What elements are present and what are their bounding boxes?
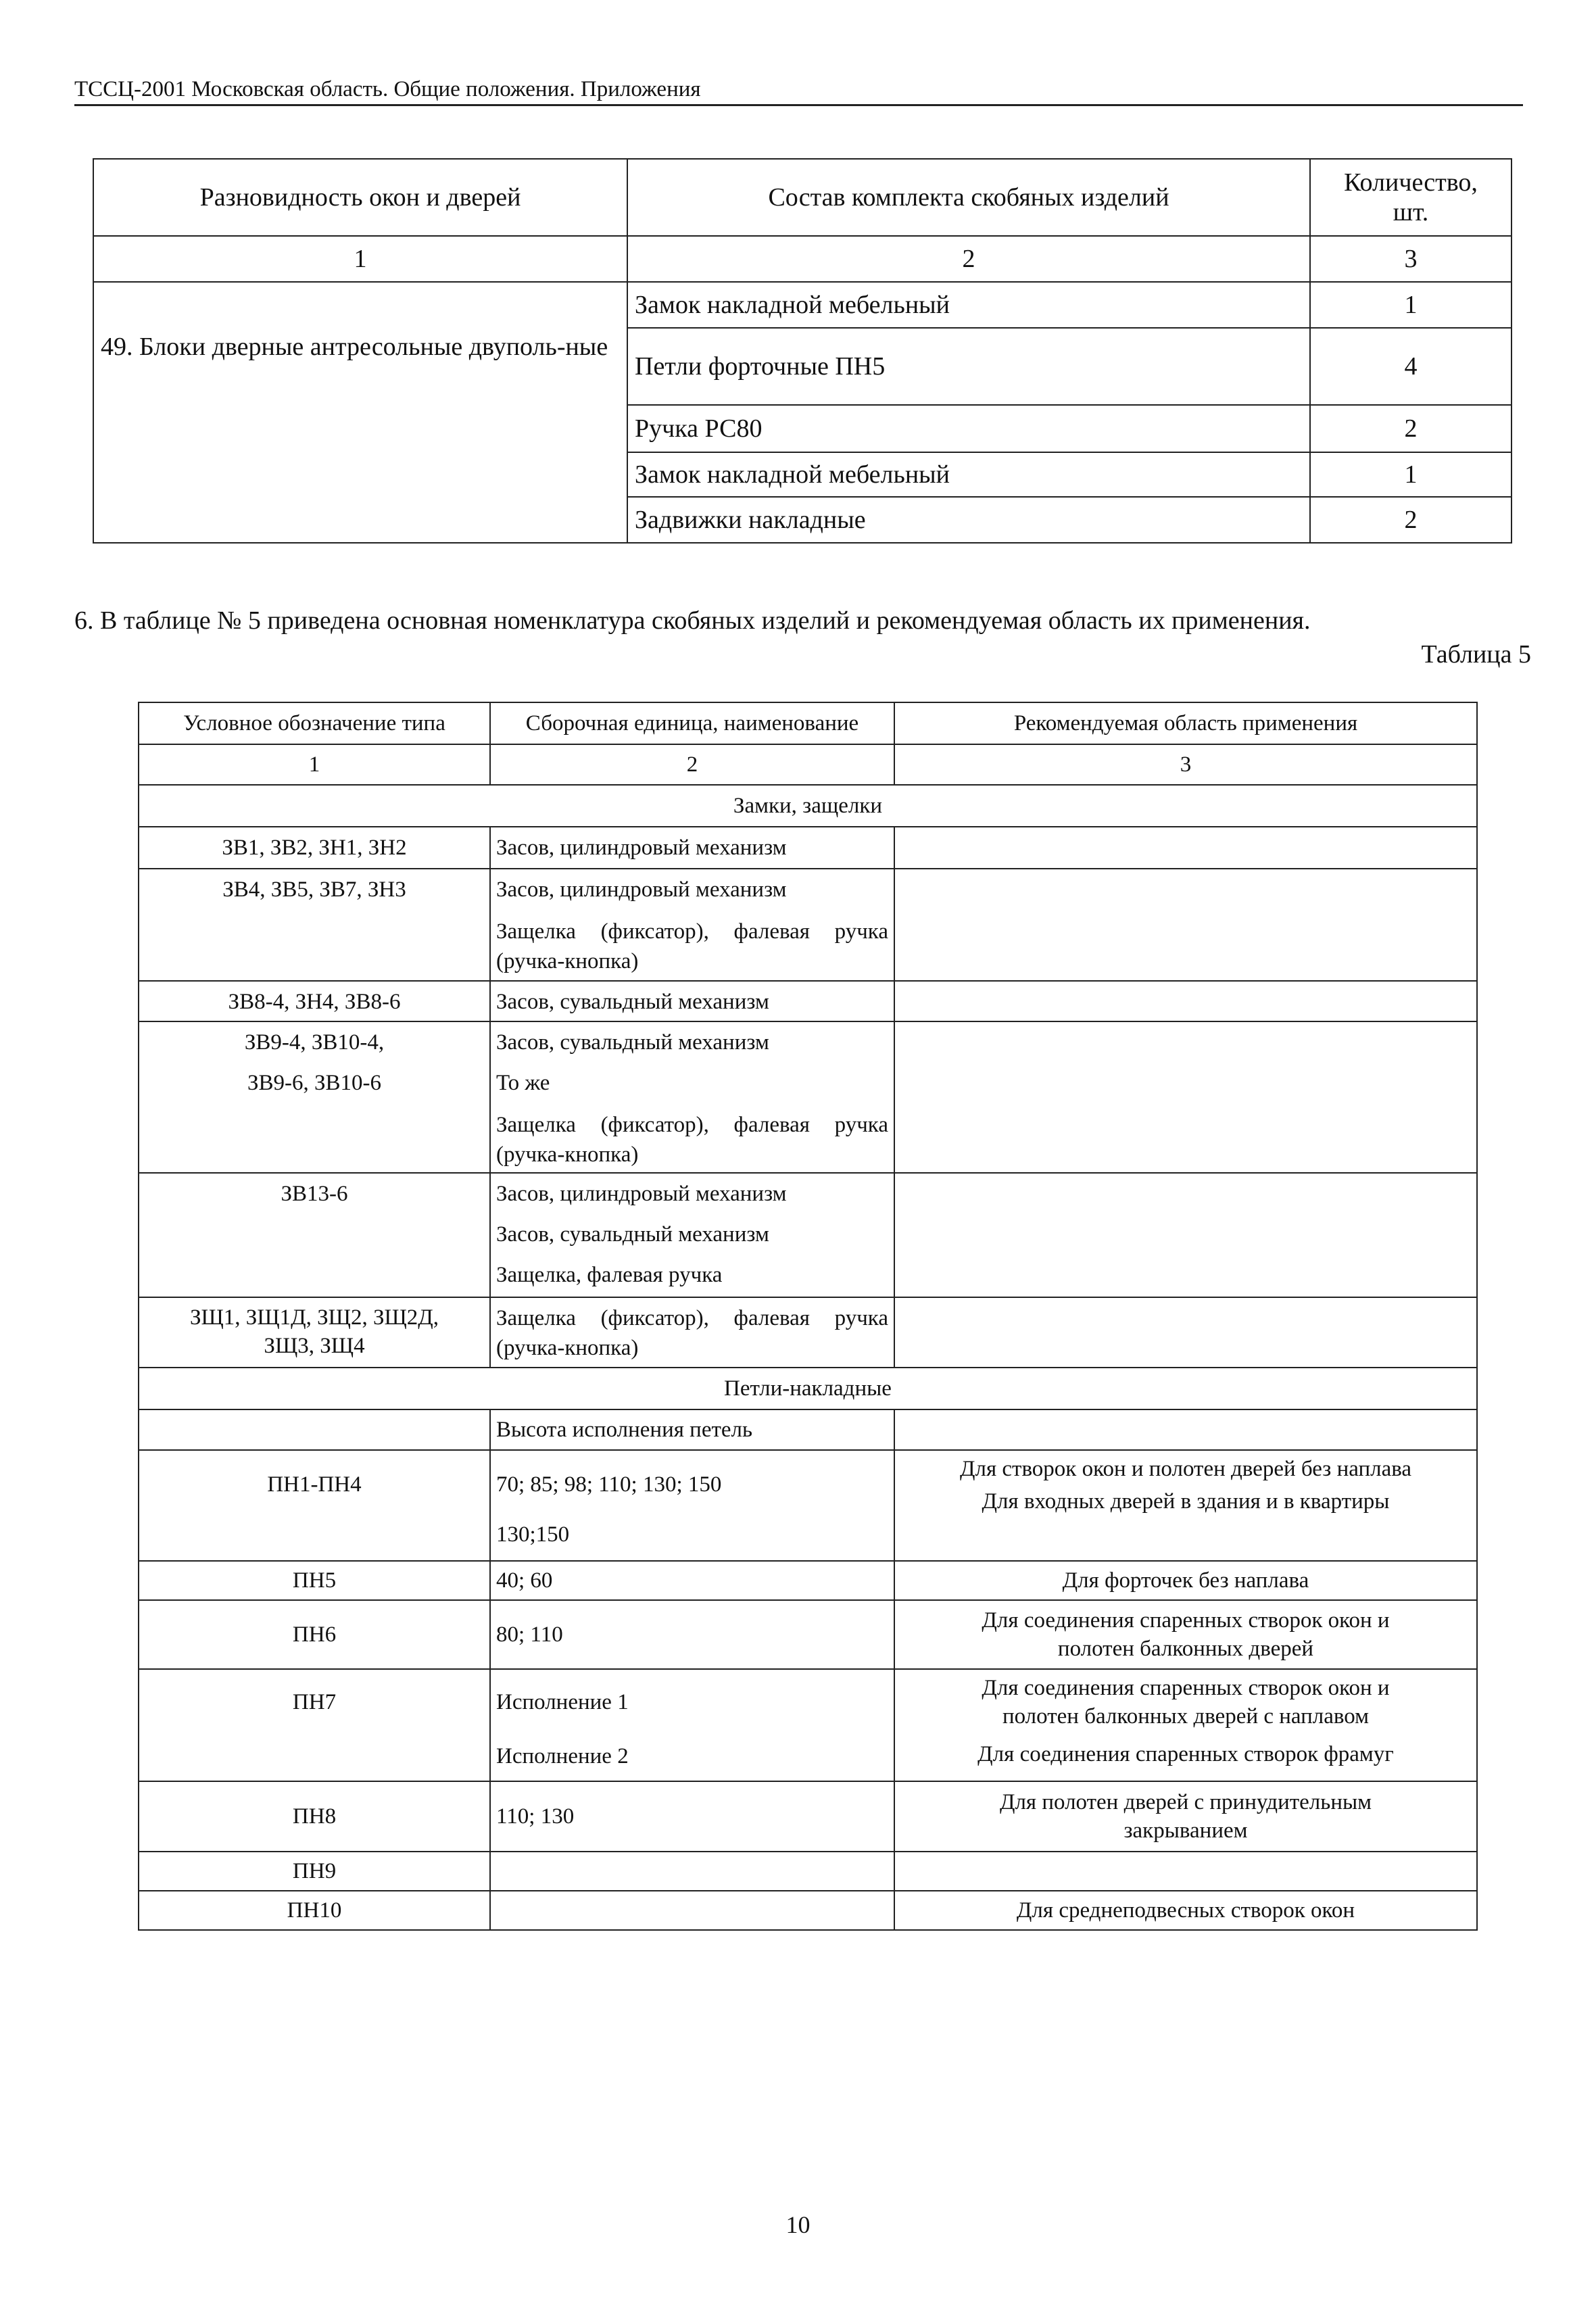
type-cell: ПН6 [139,1600,490,1669]
hardware-nomenclature-table [138,702,1478,1931]
table-row [139,981,1477,1021]
table-row [139,1173,1477,1297]
table-row [139,827,1477,869]
column-number: 1 [93,236,627,282]
table-caption: Таблица 5 [1421,640,1531,669]
qty-cell: 2 [1310,497,1512,543]
section-title-hinges: Петли-накладные [139,1368,1477,1409]
column-number: 1 [139,744,490,785]
use-cell [894,827,1477,869]
column-number: 3 [894,744,1477,785]
table-row [139,1852,1477,1891]
use-cell: Для среднеподвесных створок окон [894,1891,1477,1930]
part-cell: Замок накладной мебельный [627,452,1310,497]
section-row [139,1368,1477,1409]
type-cell: ПН7 [139,1669,490,1781]
value-cell: 70; 85; 98; 110; 130; 150 130;150 [490,1450,894,1561]
part-cell: Ручка РС80 [627,405,1310,452]
type-cell: ПН9 [139,1852,490,1891]
use-cell [894,869,1477,981]
use-cell [894,981,1477,1021]
type-cell: ЗВ4, ЗВ5, ЗВ7, ЗН3 [139,869,490,981]
type-cell: ПН5 [139,1561,490,1600]
table-row [93,282,1512,328]
table-row [139,1021,1477,1173]
type-cell: ЗВ8-4, ЗН4, ЗВ8-6 [139,981,490,1021]
hardware-kit-table [93,158,1512,544]
empty-cell [93,282,627,328]
qty-cell: 4 [1310,328,1512,405]
qty-cell: 1 [1310,452,1512,497]
value-cell: Исполнение 1 Исполнение 2 [490,1669,894,1781]
column-number-row [139,744,1477,785]
use-cell [894,1173,1477,1297]
table-row [139,1781,1477,1852]
unit-cell: Засов, цилиндровый механизм [490,827,894,869]
table-row [139,869,1477,981]
type-cell: ЗВ9-4, ЗВ10-4, ЗВ9-6, ЗВ10-6 [139,1021,490,1173]
unit-cell: Засов, сувальдный механизм [490,981,894,1021]
value-cell [490,1852,894,1891]
height-label-cell: Высота исполнения петель [490,1409,894,1450]
type-cell: ЗВ1, ЗВ2, ЗН1, ЗН2 [139,827,490,869]
item-label-cell: 49. Блоки дверные антресольные двуполь-ные [93,328,627,543]
table-row [93,328,1512,405]
table-row [139,1891,1477,1930]
use-cell [894,1852,1477,1891]
table-row [139,1561,1477,1600]
column-number: 2 [490,744,894,785]
type-cell: ЗЩ1, ЗЩ1Д, ЗЩ2, ЗЩ2Д, ЗЩ3, ЗЩ4 [139,1297,490,1368]
section-title-locks: Замки, защелки [139,785,1477,827]
value-cell: 110; 130 [490,1781,894,1852]
use-cell: Для полотен дверей с принудительным закрыванием [894,1781,1477,1852]
table-header-row [93,159,1512,236]
column-header: Разновидность окон и дверей [93,159,627,236]
part-cell: Задвижки накладные [627,497,1310,543]
column-header: Состав комплекта скобяных изделий [627,159,1310,236]
unit-cell: Защелка (фиксатор), фалевая ручка (ручка-кнопка) [490,1297,894,1368]
use-cell [894,1297,1477,1368]
use-cell: Для соединения спаренных створок окон и полотен балконных дверей [894,1600,1477,1669]
type-cell: ПН1-ПН4 [139,1450,490,1561]
table-header-row [139,702,1477,744]
table-row [139,1669,1477,1781]
column-number: 3 [1310,236,1512,282]
use-cell: Для форточек без наплава [894,1561,1477,1600]
use-cell: Для соединения спаренных створок окон и полотен балконных дверей с наплавом Для соединения спаренных створок фрамуг [894,1669,1477,1781]
table-row [139,1297,1477,1368]
unit-cell: Засов, сувальдный механизм То же Защелка (фиксатор), фалевая ручка (ручка-кнопка) [490,1021,894,1173]
column-header: Сборочная единица, наименование [490,702,894,744]
unit-cell: Засов, цилиндровый механизм Засов, сувальдный механизм Защелка, фалевая ручка [490,1173,894,1297]
value-cell [490,1891,894,1930]
type-cell: ЗВ13-6 [139,1173,490,1297]
paragraph-6: 6. В таблице № 5 приведена основная номенклатура скобяных изделий и рекомендуемая область их применения. [74,606,1311,635]
column-header: Рекомендуемая область применения [894,702,1477,744]
qty-cell: 1 [1310,282,1512,328]
table-row [139,1409,1477,1450]
type-cell: ПН10 [139,1891,490,1930]
table-row [139,1600,1477,1669]
use-cell [894,1021,1477,1173]
section-row [139,785,1477,827]
page-number: 10 [785,2211,811,2238]
column-header: Условное обозначение типа [139,702,490,744]
qty-cell: 2 [1310,405,1512,452]
type-cell [139,1409,490,1450]
use-cell [894,1409,1477,1450]
unit-cell: Засов, цилиндровый механизм Защелка (фиксатор), фалевая ручка (ручка-кнопка) [490,869,894,981]
part-cell: Петли форточные ПН5 [627,328,1310,405]
column-number: 2 [627,236,1310,282]
page-header: ТССЦ-2001 Московская область. Общие положения. Приложения [74,76,1523,106]
column-number-row [93,236,1512,282]
value-cell: 40; 60 [490,1561,894,1600]
column-header: Количество, шт. [1310,159,1512,236]
type-cell: ПН8 [139,1781,490,1852]
part-cell: Замок накладной мебельный [627,282,1310,328]
use-cell: Для створок окон и полотен дверей без наплава Для входных дверей в здания и в квартиры [894,1450,1477,1561]
value-cell: 80; 110 [490,1600,894,1669]
table-row [139,1450,1477,1561]
